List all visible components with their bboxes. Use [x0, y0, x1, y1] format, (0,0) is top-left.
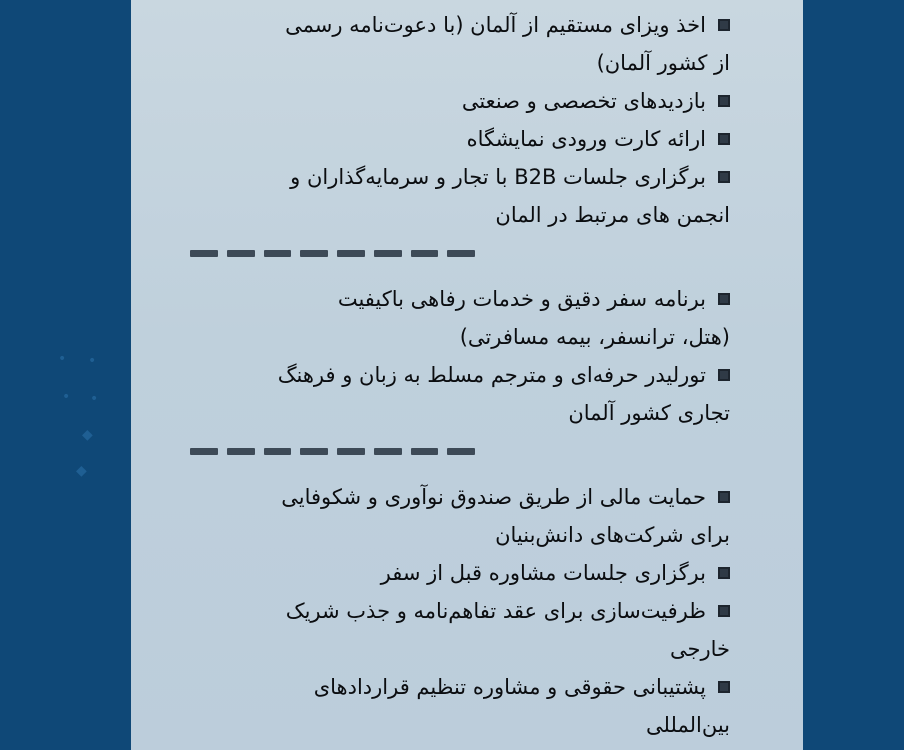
- list-item-line: بین‌المللی: [646, 713, 730, 737]
- list-item-line: برای شرکت‌های دانش‌بنیان: [495, 523, 730, 547]
- black-square-bullet-icon: [718, 491, 730, 503]
- divider-dash: [264, 250, 292, 257]
- black-square-bullet-icon: [718, 369, 730, 381]
- divider-dash: [411, 250, 439, 257]
- divider-dash: [447, 448, 475, 455]
- list-item-line: بازدیدهای تخصصی و صنعتی: [461, 89, 706, 113]
- content-panel: [131, 0, 803, 750]
- side-mark: •: [58, 351, 67, 367]
- divider-dash: [411, 448, 439, 455]
- list-item-line: خارجی: [669, 637, 730, 661]
- side-mark: •: [88, 353, 97, 369]
- black-square-bullet-icon: [718, 605, 730, 617]
- side-mark: ◆: [82, 427, 93, 443]
- list-item: [190, 120, 730, 158]
- list-item-line: (هتل، ترانسفر، بیمه مسافرتی): [459, 325, 730, 349]
- divider-dash: [300, 448, 328, 455]
- list-item: [190, 592, 730, 668]
- black-square-bullet-icon: [718, 95, 730, 107]
- list-item-line: تجاری کشور آلمان: [568, 401, 730, 425]
- list-item-line: از کشور آلمان): [596, 51, 730, 75]
- divider-dash: [190, 448, 218, 455]
- list-item-line: تورلیدر حرفه‌ای و مترجم مسلط به زبان و فرهنگ: [277, 363, 706, 387]
- black-square-bullet-icon: [718, 293, 730, 305]
- list-item-line: برگزاری جلسات مشاوره قبل از سفر: [380, 561, 706, 585]
- divider-dash: [300, 250, 328, 257]
- black-square-bullet-icon: [718, 681, 730, 693]
- section-divider: [190, 436, 730, 466]
- black-square-bullet-icon: [718, 133, 730, 145]
- list-item-line: برنامه سفر دقیق و خدمات رفاهی باکیفیت: [337, 287, 706, 311]
- divider-dash: [337, 448, 365, 455]
- divider-dash: [190, 250, 218, 257]
- list-item-line: ارائه کارت ورودی نمایشگاه: [466, 127, 706, 151]
- divider-dash: [227, 448, 255, 455]
- list-item-line: برگزاری جلسات B2B با تجار و سرمایه‌گذاران و: [290, 165, 706, 189]
- black-square-bullet-icon: [718, 171, 730, 183]
- black-square-bullet-icon: [718, 567, 730, 579]
- divider-dash: [374, 250, 402, 257]
- list-item: [190, 158, 730, 234]
- black-square-bullet-icon: [718, 19, 730, 31]
- list-item: [190, 478, 730, 554]
- section-divider: [190, 238, 730, 268]
- list-item: [190, 668, 730, 744]
- list-item-line: پشتیبانی حقوقی و مشاوره تنظیم قراردادهای: [313, 675, 706, 699]
- list-item-line: ظرفیت‌سازی برای عقد تفاهم‌نامه و جذب شریک: [285, 599, 706, 623]
- list-item: [190, 6, 730, 82]
- list-item: [190, 82, 730, 120]
- side-mark: ◆: [76, 463, 87, 479]
- side-mark: •: [62, 389, 71, 405]
- feature-list: [190, 6, 730, 750]
- list-item-line: اخذ ویزای مستقیم از آلمان (با دعوت‌نامه رسمی: [285, 13, 706, 37]
- divider-dash: [264, 448, 292, 455]
- list-item-line: انجمن های مرتبط در المان: [495, 203, 730, 227]
- side-mark: •: [90, 391, 99, 407]
- divider-dash: [374, 448, 402, 455]
- list-item: [190, 280, 730, 356]
- side-marks: [54, 346, 110, 496]
- list-item: [190, 356, 730, 432]
- divider-dash: [447, 250, 475, 257]
- list-item-line: حمایت مالی از طریق صندوق نوآوری و شکوفایی: [281, 485, 706, 509]
- list-item: [190, 554, 730, 592]
- divider-dash: [337, 250, 365, 257]
- divider-dash: [227, 250, 255, 257]
